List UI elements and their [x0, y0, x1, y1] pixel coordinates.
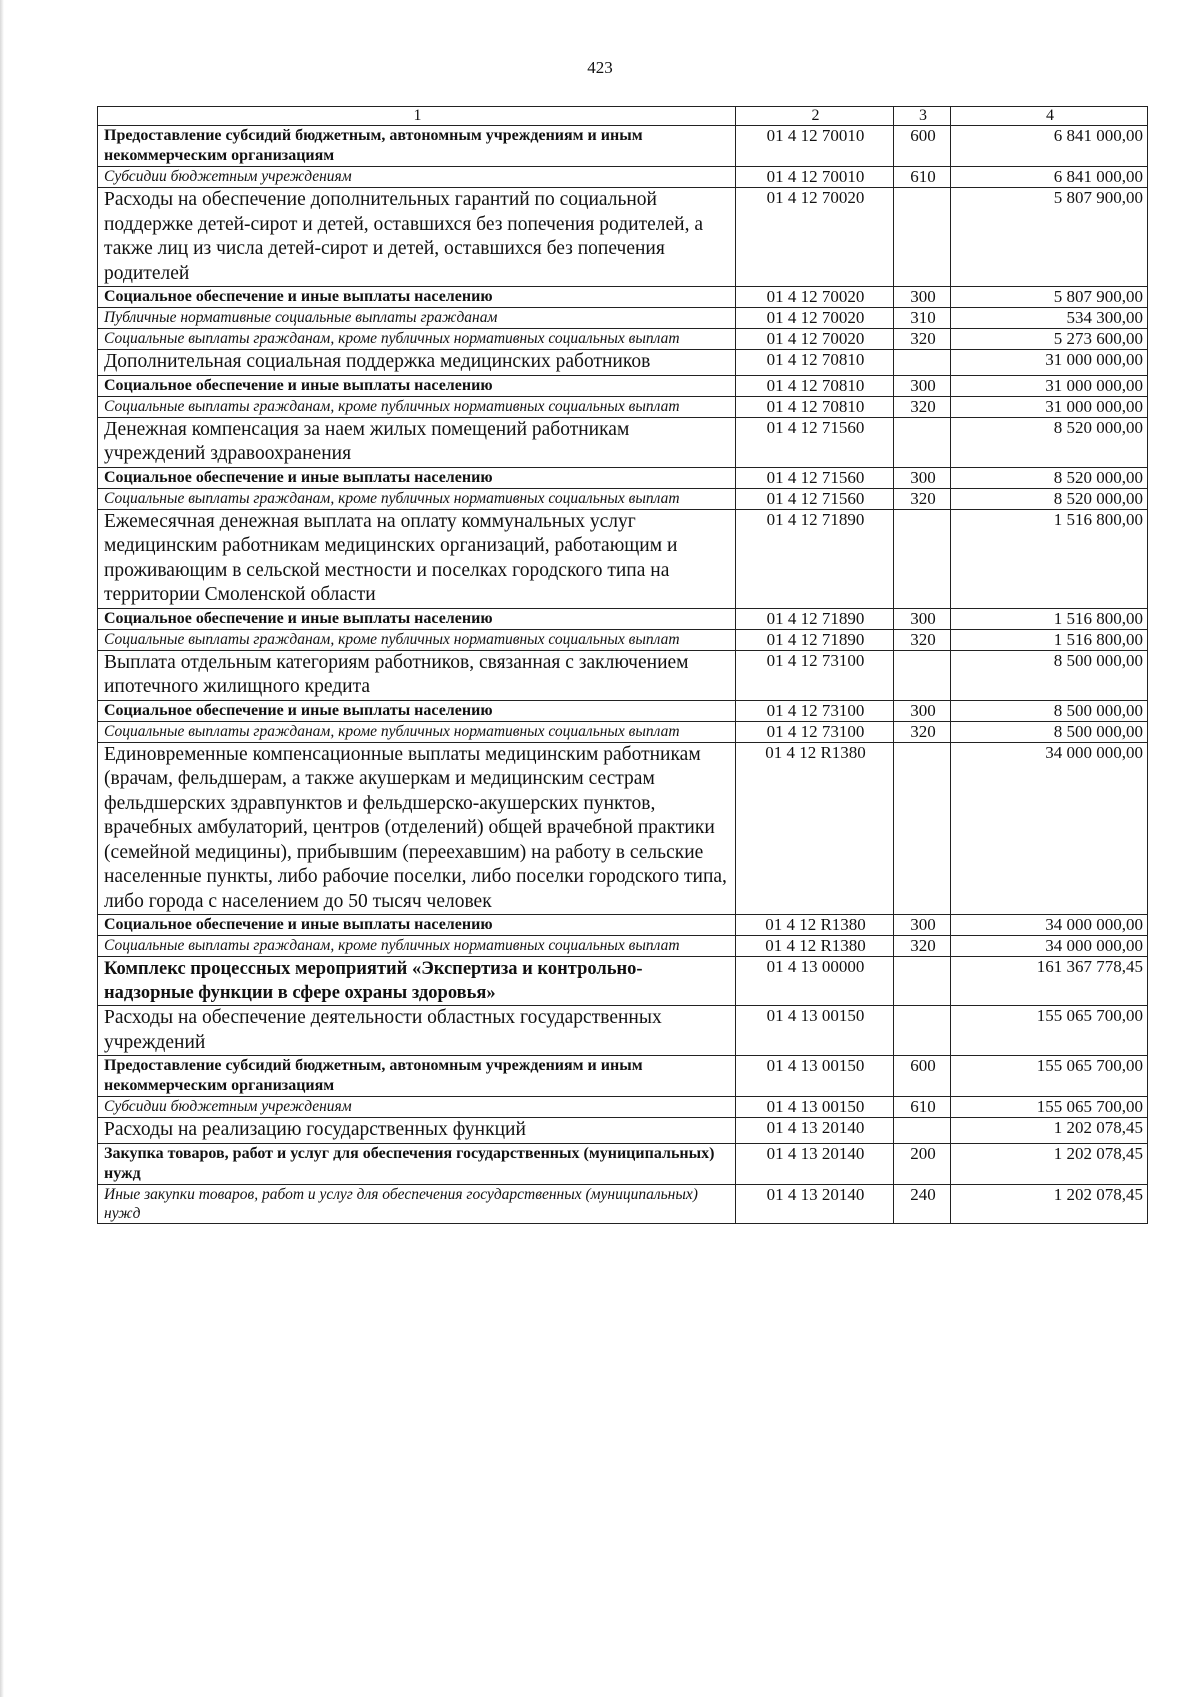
row-amount: 155 065 700,00 [951, 1006, 1148, 1056]
row-code: 01 4 12 71560 [736, 467, 894, 488]
row-expense-type: 320 [894, 396, 951, 417]
table-row [98, 629, 1148, 650]
row-code: 01 4 12 70010 [736, 167, 894, 188]
row-expense-type: 320 [894, 721, 951, 742]
header-col-1: 1 [98, 107, 736, 126]
table-row [98, 1143, 1148, 1184]
row-amount: 8 520 000,00 [951, 488, 1148, 509]
header-col-2: 2 [736, 107, 894, 126]
row-description: Социальные выплаты гражданам, кроме публичных нормативных социальных выплат [98, 721, 736, 742]
header-col-3: 3 [894, 107, 951, 126]
budget-table [97, 106, 1148, 1224]
row-code: 01 4 12 71890 [736, 608, 894, 629]
row-code: 01 4 12 71560 [736, 488, 894, 509]
row-amount: 5 273 600,00 [951, 329, 1148, 350]
row-description: Выплата отдельным категориям работников, связанная с заключением ипотечного жилищного кредита [98, 650, 736, 700]
row-amount: 1 202 078,45 [951, 1143, 1148, 1184]
row-description: Закупка товаров, работ и услуг для обеспечения государственных (муниципальных) нужд [98, 1143, 736, 1184]
table-row [98, 1184, 1148, 1223]
row-description: Социальное обеспечение и иные выплаты населению [98, 608, 736, 629]
row-description: Иные закупки товаров, работ и услуг для обеспечения государственных (муниципальных) нужд [98, 1184, 736, 1223]
budget-table-body [98, 107, 1148, 1224]
row-description: Социальные выплаты гражданам, кроме публичных нормативных социальных выплат [98, 629, 736, 650]
row-description: Социальные выплаты гражданам, кроме публичных нормативных социальных выплат [98, 396, 736, 417]
row-expense-type: 610 [894, 1097, 951, 1118]
row-expense-type: 320 [894, 936, 951, 957]
table-row [98, 467, 1148, 488]
row-expense-type: 600 [894, 126, 951, 167]
row-expense-type: 300 [894, 287, 951, 308]
row-expense-type: 610 [894, 167, 951, 188]
row-amount: 1 516 800,00 [951, 629, 1148, 650]
row-amount: 34 000 000,00 [951, 936, 1148, 957]
row-description: Расходы на обеспечение дополнительных гарантий по социальной поддержке детей-сирот и детей, оставшихся без попечения родителей, а также лиц из числа детей-сирот и детей, оставшихся без попечения родителей [98, 188, 736, 287]
row-expense-type: 310 [894, 308, 951, 329]
page-number: 423 [587, 58, 613, 77]
row-amount: 155 065 700,00 [951, 1056, 1148, 1097]
table-row [98, 1006, 1148, 1056]
row-amount: 8 500 000,00 [951, 700, 1148, 721]
table-row [98, 721, 1148, 742]
row-code: 01 4 12 70810 [736, 396, 894, 417]
row-description: Социальные выплаты гражданам, кроме публичных нормативных социальных выплат [98, 936, 736, 957]
row-code: 01 4 12 70810 [736, 375, 894, 396]
row-amount: 534 300,00 [951, 308, 1148, 329]
table-row [98, 1056, 1148, 1097]
row-code: 01 4 13 20140 [736, 1143, 894, 1184]
row-expense-type: 600 [894, 1056, 951, 1097]
row-amount: 8 520 000,00 [951, 467, 1148, 488]
row-expense-type: 240 [894, 1184, 951, 1223]
table-row [98, 915, 1148, 936]
table-row [98, 488, 1148, 509]
row-code: 01 4 13 00150 [736, 1097, 894, 1118]
row-expense-type [894, 957, 951, 1006]
table-row [98, 608, 1148, 629]
row-expense-type: 200 [894, 1143, 951, 1184]
row-code: 01 4 12 71890 [736, 629, 894, 650]
row-amount: 34 000 000,00 [951, 915, 1148, 936]
row-expense-type [894, 417, 951, 467]
row-code: 01 4 12 71560 [736, 417, 894, 467]
row-description: Социальное обеспечение и иные выплаты населению [98, 375, 736, 396]
row-amount: 1 202 078,45 [951, 1184, 1148, 1223]
row-amount: 5 807 900,00 [951, 287, 1148, 308]
table-header-row [98, 107, 1148, 126]
row-expense-type: 300 [894, 375, 951, 396]
row-amount: 1 516 800,00 [951, 608, 1148, 629]
row-code: 01 4 12 R1380 [736, 742, 894, 915]
row-code: 01 4 12 70020 [736, 329, 894, 350]
row-amount: 8 500 000,00 [951, 721, 1148, 742]
row-expense-type [894, 742, 951, 915]
row-amount: 1 516 800,00 [951, 509, 1148, 608]
row-expense-type [894, 188, 951, 287]
row-code: 01 4 12 73100 [736, 700, 894, 721]
row-description: Субсидии бюджетным учреждениям [98, 167, 736, 188]
header-col-4: 4 [951, 107, 1148, 126]
table-row [98, 396, 1148, 417]
row-description: Социальные выплаты гражданам, кроме публичных нормативных социальных выплат [98, 329, 736, 350]
row-description: Дополнительная социальная поддержка медицинских работников [98, 350, 736, 376]
row-expense-type [894, 650, 951, 700]
row-code: 01 4 12 73100 [736, 650, 894, 700]
row-description: Расходы на обеспечение деятельности областных государственных учреждений [98, 1006, 736, 1056]
row-amount: 34 000 000,00 [951, 742, 1148, 915]
row-amount: 31 000 000,00 [951, 350, 1148, 376]
table-row [98, 287, 1148, 308]
row-amount: 31 000 000,00 [951, 396, 1148, 417]
table-row [98, 509, 1148, 608]
row-code: 01 4 12 71890 [736, 509, 894, 608]
table-row [98, 188, 1148, 287]
row-description: Единовременные компенсационные выплаты медицинским работникам (врачам, фельдшерам, а также акушеркам и медицинским сестрам фельдшерских здравпунктов и фельдшерско-акушерских пунктов, врачебных амбулаторий, центров (отделений) общей врачебной практики (семейной медицины), прибывшим (переехавшим) на работу в сельские населенные пункты, либо рабочие поселки, либо поселки городского типа, либо города с населением до 50 тысяч человек [98, 742, 736, 915]
row-expense-type: 320 [894, 488, 951, 509]
table-row [98, 936, 1148, 957]
table-row [98, 375, 1148, 396]
row-amount: 6 841 000,00 [951, 167, 1148, 188]
row-description: Социальное обеспечение и иные выплаты населению [98, 700, 736, 721]
row-expense-type: 320 [894, 629, 951, 650]
table-row [98, 350, 1148, 376]
row-description: Ежемесячная денежная выплата на оплату коммунальных услуг медицинским работникам медицинских организаций, работающим и проживающим в сельской местности и поселках городского типа на территории Смоленской области [98, 509, 736, 608]
scan-edge [0, 0, 4, 1697]
row-description: Предоставление субсидий бюджетным, автономным учреждениям и иным некоммерческим организациям [98, 1056, 736, 1097]
table-row [98, 1118, 1148, 1144]
table-row [98, 957, 1148, 1006]
row-description: Предоставление субсидий бюджетным, автономным учреждениям и иным некоммерческим организациям [98, 126, 736, 167]
row-amount: 6 841 000,00 [951, 126, 1148, 167]
table-row [98, 650, 1148, 700]
row-code: 01 4 13 00150 [736, 1056, 894, 1097]
row-description: Субсидии бюджетным учреждениям [98, 1097, 736, 1118]
table-row [98, 1097, 1148, 1118]
row-description: Публичные нормативные социальные выплаты гражданам [98, 308, 736, 329]
row-code: 01 4 12 70010 [736, 126, 894, 167]
row-expense-type [894, 1006, 951, 1056]
row-description: Социальное обеспечение и иные выплаты населению [98, 467, 736, 488]
row-code: 01 4 12 73100 [736, 721, 894, 742]
row-code: 01 4 12 70810 [736, 350, 894, 376]
row-amount: 155 065 700,00 [951, 1097, 1148, 1118]
row-amount: 31 000 000,00 [951, 375, 1148, 396]
table-row [98, 742, 1148, 915]
row-expense-type: 300 [894, 467, 951, 488]
row-code: 01 4 13 20140 [736, 1184, 894, 1223]
row-expense-type: 300 [894, 700, 951, 721]
row-code: 01 4 12 70020 [736, 308, 894, 329]
row-description: Денежная компенсация за наем жилых помещений работникам учреждений здравоохранения [98, 417, 736, 467]
row-expense-type [894, 1118, 951, 1144]
row-amount: 5 807 900,00 [951, 188, 1148, 287]
row-expense-type [894, 509, 951, 608]
table-row [98, 308, 1148, 329]
row-code: 01 4 12 70020 [736, 287, 894, 308]
row-amount: 1 202 078,45 [951, 1118, 1148, 1144]
table-row [98, 167, 1148, 188]
table-row [98, 126, 1148, 167]
row-amount: 161 367 778,45 [951, 957, 1148, 1006]
row-code: 01 4 12 R1380 [736, 915, 894, 936]
row-amount: 8 500 000,00 [951, 650, 1148, 700]
row-expense-type: 300 [894, 608, 951, 629]
row-code: 01 4 13 00000 [736, 957, 894, 1006]
row-expense-type: 320 [894, 329, 951, 350]
row-code: 01 4 12 R1380 [736, 936, 894, 957]
row-expense-type: 300 [894, 915, 951, 936]
row-amount: 8 520 000,00 [951, 417, 1148, 467]
row-description: Социальное обеспечение и иные выплаты населению [98, 915, 736, 936]
row-description: Комплекс процессных мероприятий «Экспертиза и контрольно-надзорные функции в сфере охраны здоровья» [98, 957, 736, 1006]
row-code: 01 4 12 70020 [736, 188, 894, 287]
row-description: Социальные выплаты гражданам, кроме публичных нормативных социальных выплат [98, 488, 736, 509]
table-row [98, 417, 1148, 467]
table-row [98, 329, 1148, 350]
table-row [98, 700, 1148, 721]
row-expense-type [894, 350, 951, 376]
row-description: Расходы на реализацию государственных функций [98, 1118, 736, 1144]
row-description: Социальное обеспечение и иные выплаты населению [98, 287, 736, 308]
row-code: 01 4 13 00150 [736, 1006, 894, 1056]
row-code: 01 4 13 20140 [736, 1118, 894, 1144]
